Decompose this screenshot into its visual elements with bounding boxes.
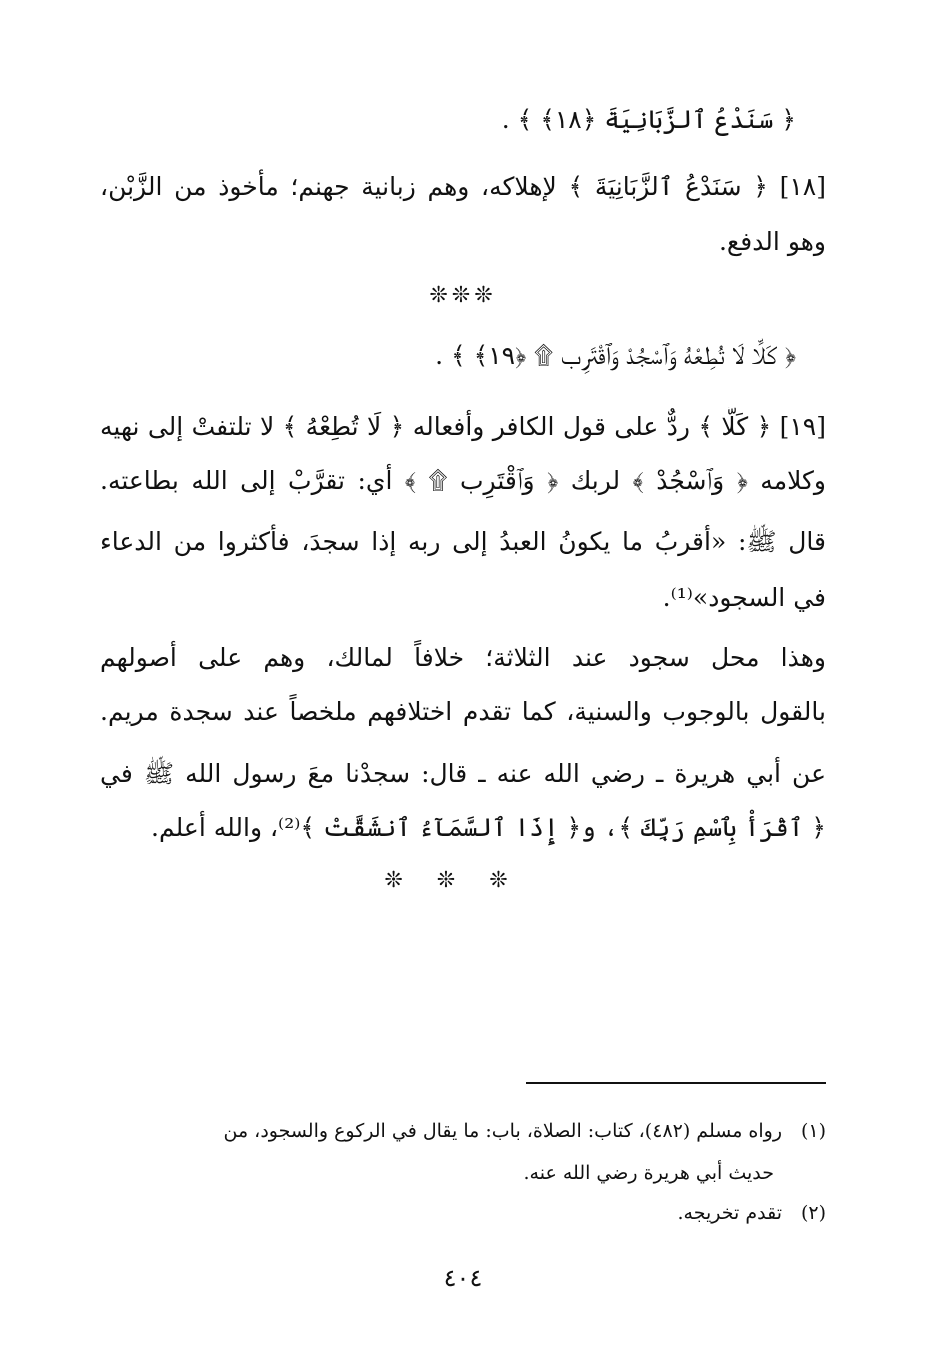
- abu-hurayra-line-1: عن أبي هريرة ـ رضي الله عنه ـ قال: سجدْنا معَ رسول الله ﷺ في: [100, 759, 826, 788]
- commentary-19-line-2: وكلامه ﴿ وَٱسْجُدْ ﴾ لربك ﴿ وَٱقْتَرِب ۩ ﴾ أي: تقرَّبْ إلى الله بطاعته.: [100, 466, 826, 495]
- section-separator-2: ❊❊❊: [384, 868, 542, 893]
- abu-hurayra-line-2: ﴿ ٱقْرَأْ بِٱسْمِ رَبِّكَ ﴾، و﴿ إِذَا ٱلسَّمَآءُ ٱنشَقَّتْ ﴾⁽²⁾، والله أعلم.: [151, 813, 826, 842]
- footnote-1-line-2: حديث أبي هريرة رضي الله عنه.: [523, 1162, 774, 1184]
- footnote-2: [100, 1196, 826, 1230]
- verse-18: ﴿ سَنَدْعُ ٱلزَّبَانِيَةَ ﴿١٨﴾ ﴾ .: [501, 105, 796, 134]
- page-number: ٤٠٤: [443, 1264, 483, 1292]
- sajda-note-line-2: بالقول بالوجوب والسنية، كما تقدم اختلافهم ملخصاً عند سجدة مريم.: [100, 697, 826, 726]
- verse-19: ﴿ كَلَّا لَا تُطِعْهُ وَٱسْجُدْ وَٱقْتَرِب ۩ ﴿١٩﴾ ﴾ .: [435, 341, 796, 370]
- footnote-1-line-1: [100, 1114, 826, 1148]
- commentary-19-line-1: [١٩] ﴿ كَلَّا ﴾ ردٌّ على قول الكافر وأفعاله ﴿ لَا تُطِعْهُ ﴾ لا تلتفتْ إلى نهيه: [100, 412, 826, 441]
- commentary-18-line-2: وهو الدفع.: [718, 227, 826, 256]
- hadith-line-1: قال ﷺ: «أقربُ ما يكونُ العبدُ إلى ربه إذا سجدَ، فأكثروا من الدعاء: [100, 527, 826, 556]
- section-separator-1: ❊❊❊: [429, 283, 497, 308]
- hadith-line-2: في السجود»⁽¹⁾.: [662, 583, 826, 612]
- commentary-18-line-1: [١٨] ﴿ سَنَدْعُ ٱلزَّبَانِيَةَ ﴾ لإهلاكه، وهم زبانية جهنم؛ مأخوذ من الزَّبْن،: [100, 172, 826, 201]
- footnote-1-number: (١): [800, 1120, 826, 1142]
- sajda-note-line-1: وهذا محل سجود عند الثلاثة؛ خلافاً لمالك، وهم على أصولهم: [100, 643, 826, 672]
- footnote-2-text: تقدم تخريجه.: [677, 1202, 782, 1224]
- footnote-divider: [526, 1082, 826, 1084]
- footnote-1-text: رواه مسلم (٤٨٢)، كتاب: الصلاة، باب: ما يقال في الركوع والسجود، من: [223, 1120, 782, 1142]
- footnote-2-number: (٢): [800, 1202, 826, 1224]
